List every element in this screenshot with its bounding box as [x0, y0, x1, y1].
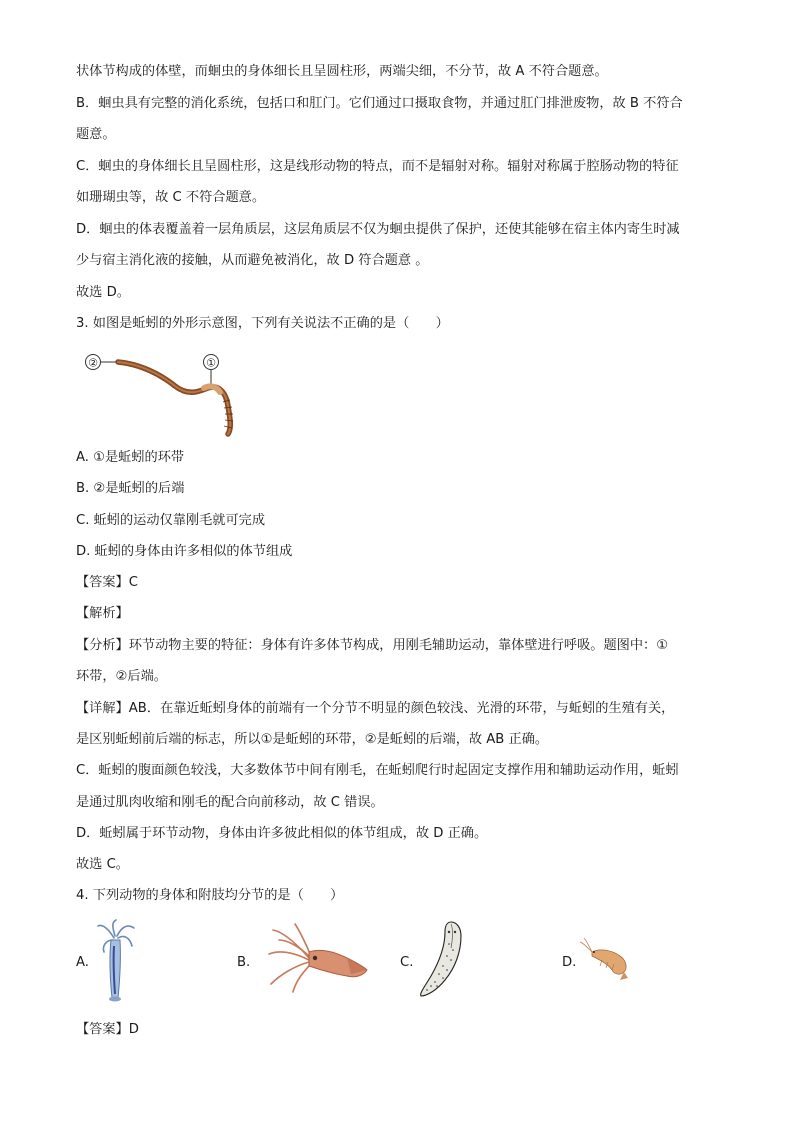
- label-1: ①: [206, 356, 216, 370]
- planarian-figure: [415, 918, 475, 1000]
- analysis-line-2: 环带，②后端。: [76, 669, 167, 684]
- option-4a-label: A.: [76, 955, 89, 970]
- detail-line-3: C．蚯蚓的腹面颜色较浅，大多数体节中间有刚毛，在蚯蚓爬行时起固定支撑作用和辅助运动作用，蚯蚓: [76, 763, 679, 778]
- text-line-5: 如珊瑚虫等，故 C 不符合题意。: [76, 190, 266, 205]
- option-c: C. 蚯蚓的运动仅靠刚毛就可完成: [76, 513, 266, 528]
- answer-3: 【答案】C: [76, 575, 138, 590]
- question-3-stem: 3. 如图是蚯蚓的外形示意图，下列有关说法不正确的是（ ）: [76, 316, 449, 331]
- option-4d-label: D.: [562, 955, 577, 970]
- text-line-3: 题意。: [76, 127, 116, 142]
- detail-line-1: 【详解】AB．在靠近蚯蚓身体的前端有一个分节不明显的颜色较浅、光滑的环带，与蚯蚓的生殖有关，: [76, 701, 675, 716]
- question-4-stem: 4. 下列动物的身体和附肢均分节的是（ ）: [76, 888, 344, 903]
- detail-line-4: 是通过肌肉收缩和刚毛的配合向前移动，故 C 错误。: [76, 795, 384, 810]
- option-4b-label: B.: [237, 955, 251, 970]
- analysis-heading: 【解析】: [76, 606, 129, 621]
- detail-line-2: 是区别蚯蚓前后端的标志，所以①是蚯蚓的环带，②是蚯蚓的后端，故 AB 正确。: [76, 732, 549, 747]
- option-d: D. 蚯蚓的身体由许多相似的体节组成: [76, 544, 293, 559]
- option-4c-label: C.: [400, 955, 414, 970]
- text-line-7: 少与宿主消化液的接触，从而避免被消化，故 D 符合题意 。: [76, 253, 429, 268]
- shrimp-figure: [578, 938, 632, 982]
- answer-4: 【答案】D: [76, 1022, 139, 1037]
- squid-figure: [265, 922, 370, 994]
- detail-line-5: D．蚯蚓属于环节动物，身体由许多彼此相似的体节组成，故 D 正确。: [76, 826, 488, 841]
- text-line-4: C．蛔虫的身体细长且呈圆柱形，这是线形动物的特点，而不是辐射对称。辐射对称属于腔肠动物的特征: [76, 159, 679, 174]
- label-2: ②: [88, 356, 98, 370]
- option-a: A. ①是蚯蚓的环带: [76, 450, 185, 465]
- hydra-figure: [94, 918, 138, 1004]
- choose-c: 故选 C。: [76, 857, 129, 872]
- option-b: B. ②是蚯蚓的后端: [76, 481, 185, 496]
- text-line-1: 状体节构成的体壁，而蛔虫的身体细长且呈圆柱形，两端尖细，不分节，故 A 不符合题意。: [76, 64, 608, 79]
- text-line-8: 故选 D。: [76, 285, 130, 300]
- earthworm-figure: [80, 350, 250, 442]
- analysis-line-1: 【分析】环节动物主要的特征：身体有许多体节构成，用刚毛辅助运动，靠体壁进行呼吸。题图中：①: [76, 638, 669, 653]
- text-line-2: B．蛔虫具有完整的消化系统，包括口和肛门。它们通过口摄取食物，并通过肛门排泄废物，故 B 不符合: [76, 96, 683, 111]
- text-line-6: D．蛔虫的体表覆盖着一层角质层，这层角质层不仅为蛔虫提供了保护，还使其能够在宿主体内寄生时减: [76, 222, 680, 237]
